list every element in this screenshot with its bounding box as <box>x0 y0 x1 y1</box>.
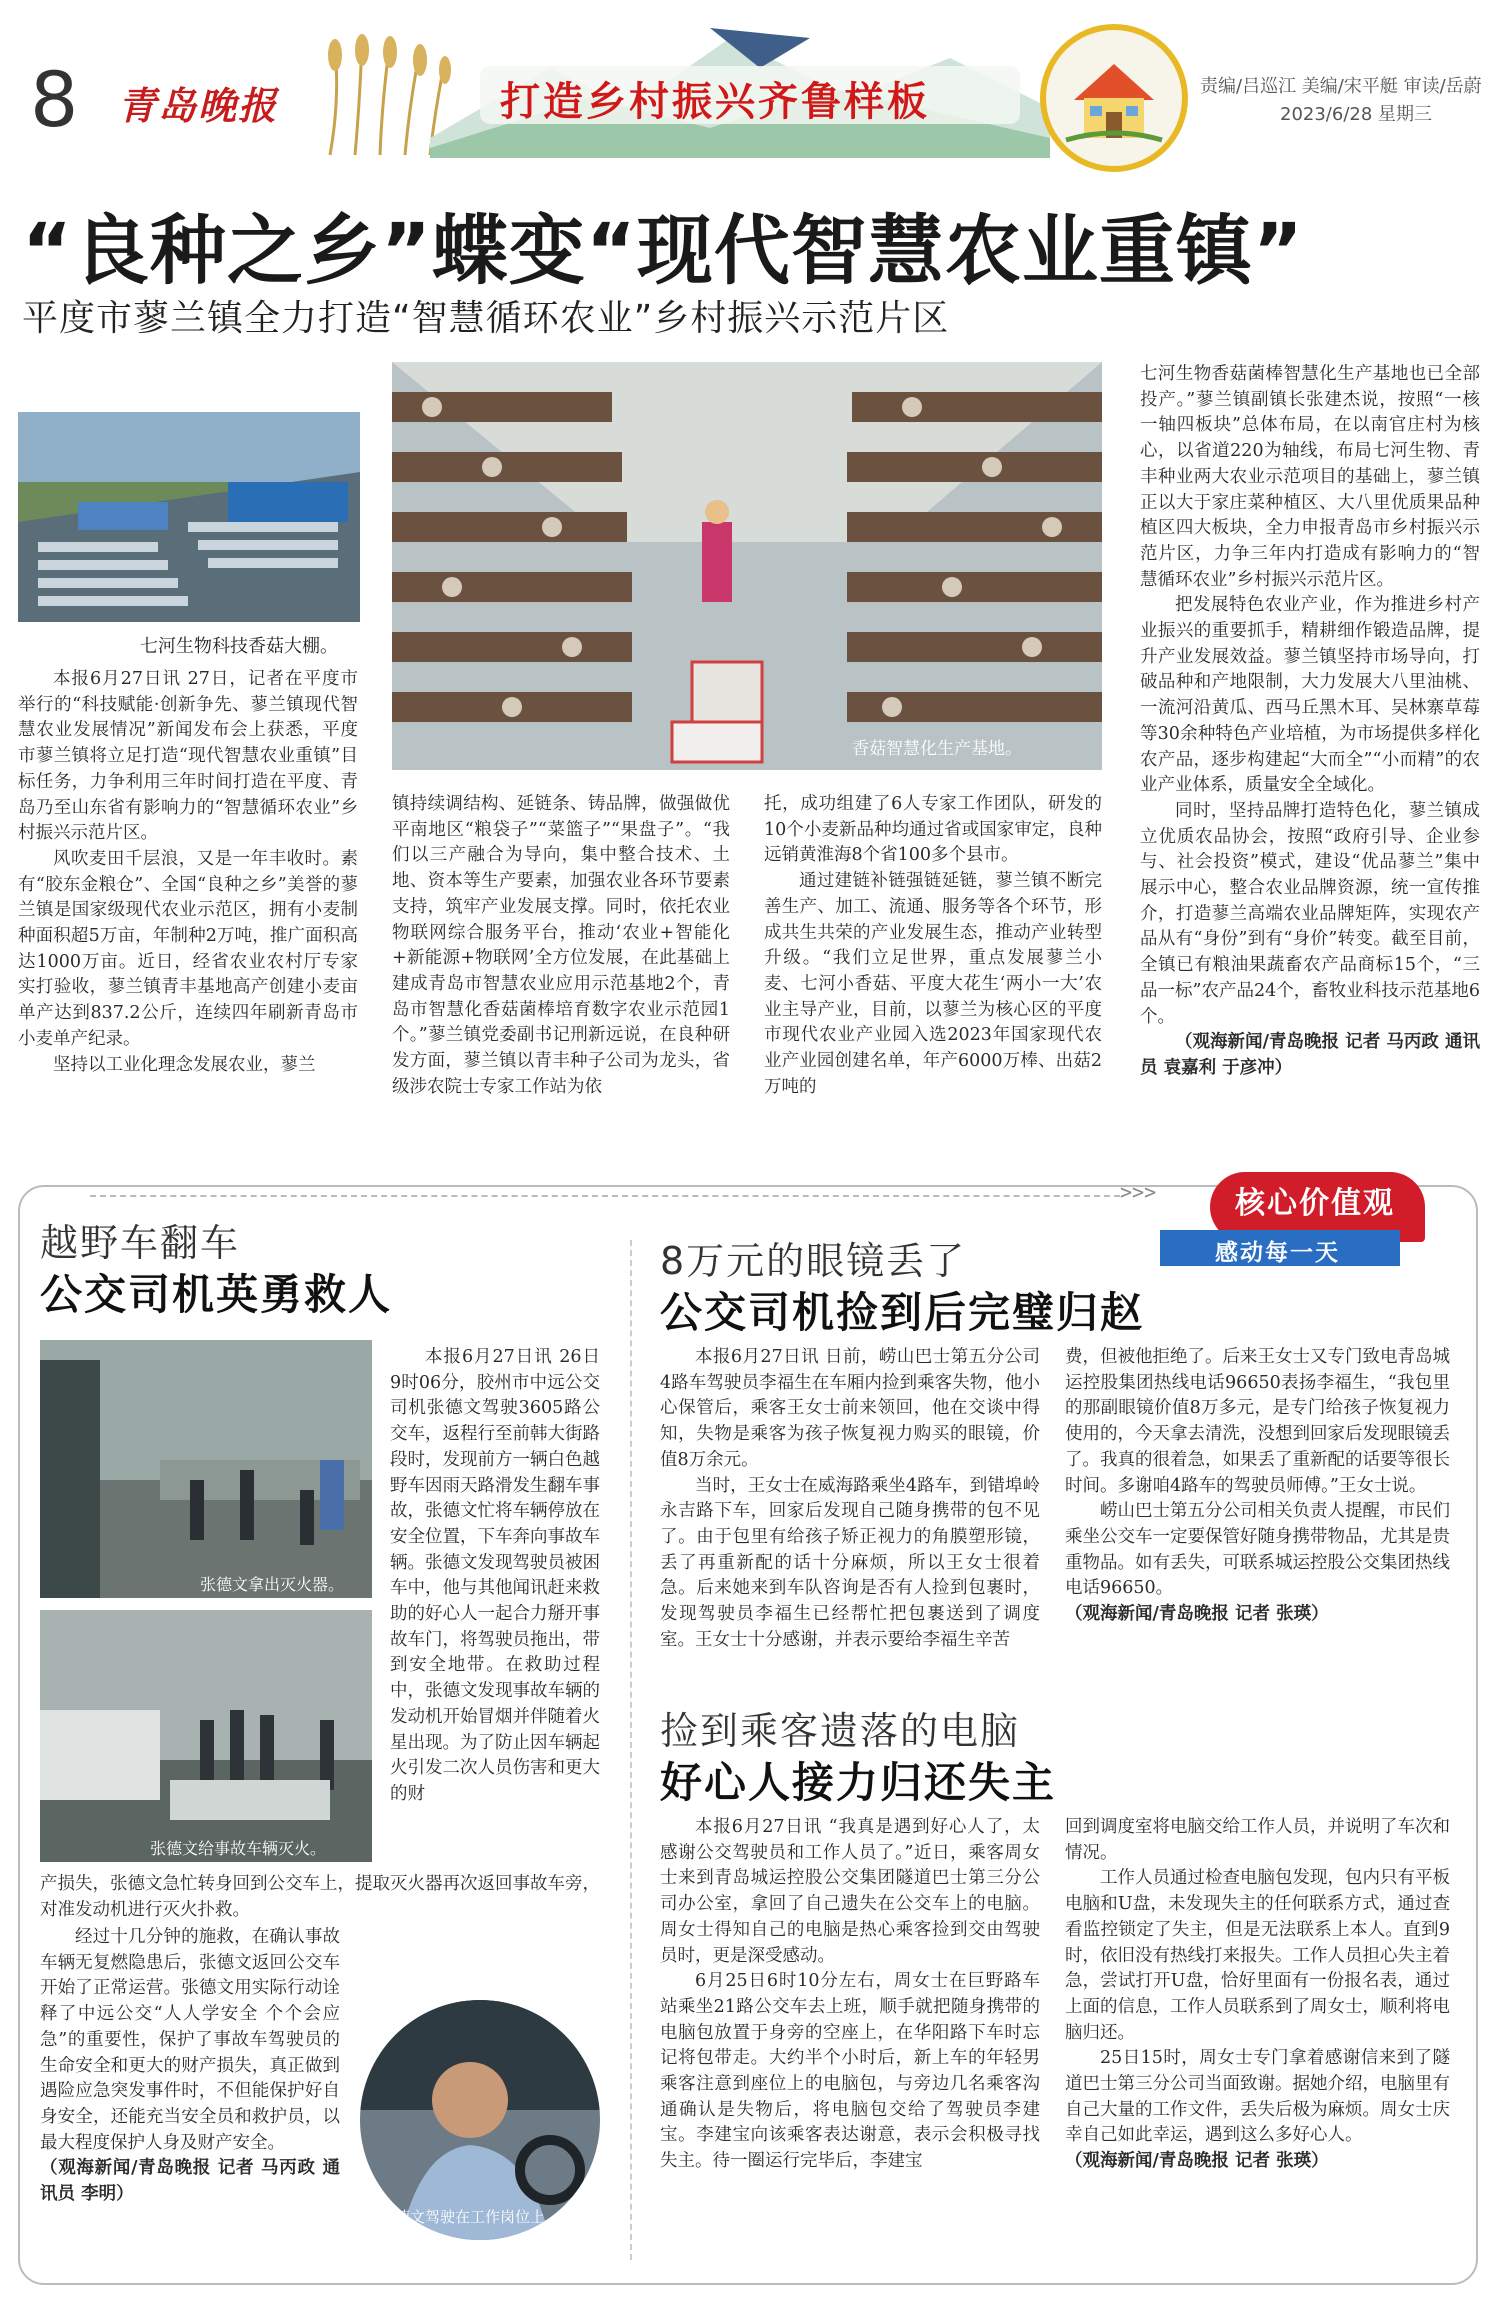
story1-wide-text <box>40 1872 600 1923</box>
story2-column-2 <box>1065 1345 1450 1628</box>
story3-column-1 <box>660 1815 1040 2175</box>
story3-kicker: 捡到乘客遗落的电脑 <box>660 1709 1021 1753</box>
story1-paragraph: 本报6月27日讯 26日9时06分，胶州市中远公交司机张德文驾驶3605路公交车，返程行至前韩大街路段时，发现前方一辆白色越野车因雨天路滑发生翻车事故，张德文忙将车辆停放在安全位置，下车奔向事故车辆。张德文发现驾驶员被困车中，他与其他闻讯赶来救助的好心人一起合力掰开事故车门，将驾驶员拖出，带到安全地带。在救助过程中，张德文发现事故车辆的发动机开始冒烟并伴随着火星出现。为了防止因车辆起火引发二次人员伤害和更大的财 <box>390 1347 600 1804</box>
story1-paragraph: 产损失，张德文急忙转身回到公交车上，提取灭火器再次返回事故车旁，对准发动机进行灭火扑救。 <box>40 1874 600 1920</box>
story2-title: 公交司机捡到后完璧归赵 <box>660 1288 1145 1337</box>
story2-paragraph: 本报6月27日讯 日前，崂山巴士第五分公司4路车驾驶员李福生在车厢内捡到乘客失物，他小心保管后，乘客王女士前来领回，他在交谈中得知，失物是乘客为孩子恢复视力购买的眼镜，价值8万余元。 <box>660 1347 1040 1470</box>
firefighting-photo <box>40 1610 372 1862</box>
lead-paragraph: 坚持以工业化理念发展农业，蓼兰 <box>53 1054 316 1075</box>
lead-column-3 <box>764 792 1102 1100</box>
divider-dashed <box>90 1195 1120 1197</box>
story3-column-2 <box>1065 1815 1450 2175</box>
lead-paragraph: 本报6月27日讯 27日，记者在平度市举行的“科技赋能·创新争先、蓼兰镇现代智慧农业发展情况”新闻发布会上获悉，平度市蓼兰镇将立足打造“现代智慧农业重镇”目标任务，力争利用三年时间打造在平度、青岛乃至山东省有影响力的“智慧循环农业”乡村振兴示范片区。 <box>18 669 358 844</box>
lead-paragraph: 风吹麦田千层浪，又是一年丰收时。素有“胶东金粮仓”、全国“良种之乡”美誉的蓼兰镇是国家级现代农业示范区，拥有小麦制种面积超5万亩，年制种2万吨，推广面积高达1000万亩。近日，经省农业农村厅专家实打验收，蓼兰镇青丰基地高产创建小麦亩单产达到837.2公斤，连续四年刷新青岛市小麦单产纪录。 <box>18 848 358 1049</box>
page-headline: “良种之乡”蝶变“现代智慧农业重镇” <box>22 206 1304 295</box>
photo2-caption: 香菇智慧化生产基地。 <box>852 739 1022 759</box>
story3-title: 好心人接力归还失主 <box>660 1758 1057 1807</box>
newspaper-logo: 青岛晚报 <box>118 83 279 128</box>
story3-paragraph: 25日15时，周女士专门拿着感谢信来到了隧道巴士第三分公司当面致谢。据她介绍，电脑里有自己大量的工作文件，丢失后极为麻烦。周女士庆幸自己如此幸运，遇到这么多好心人。 <box>1065 2048 1450 2146</box>
story2-byline: （观海新闻/青岛晚报 记者 张瑛） <box>1065 1604 1329 1625</box>
greenhouse-aerial-photo <box>18 412 360 622</box>
banner-title: 打造乡村振兴齐鲁样板 <box>500 79 930 125</box>
lead-paragraph: 七河生物香菇菌棒智慧化生产基地也已全部投产。”蓼兰镇副镇长张建杰说，按照“一核一轴四板块”总体布局，在以南官庄村为核心，以省道220为轴线，布局七河生物、青丰种业两大农业示范项目的基础上，蓼兰镇正以大于家庄菜种植区、大八里优质果品种植区四大板块，全力申报青岛市乡村振兴示范片区，力争三年内打造成有影响力的“智慧循环农业”乡村振兴示范片区。 <box>1140 364 1480 590</box>
story1-title: 公交司机英勇救人 <box>40 1270 393 1319</box>
issue-date: 2023/6/28 星期三 <box>1280 104 1433 125</box>
page-subheadline: 平度市蓼兰镇全力打造“智慧循环农业”乡村振兴示范片区 <box>22 298 950 339</box>
story3-paragraph: 本报6月27日讯 “我真是遇到好心人了，太感谢公交驾驶员和工作人员了。”近日，乘客周女士来到青岛城运控股公交集团隧道巴士第三分公司办公室，拿回了自己遗失在公交车上的电脑。周女士得知自己的电脑是热心乘客捡到交由驾驶员时，更是深受感动。 <box>660 1817 1040 1966</box>
driver-portrait <box>360 2000 600 2240</box>
arrows-icon: >>> <box>1120 1180 1157 1204</box>
core-values-subtitle: 感动每一天 <box>1215 1240 1340 1266</box>
story1-narrow-column <box>390 1345 600 1808</box>
lead-paragraph: 同时，坚持品牌打造特色化，蓼兰镇成立优质农品协会，按照“政府引导、企业参与、社会投资”模式，建设“优品蓼兰”集中展示中心，整合农业品牌资源，统一宣传推介，打造蓼兰高端农业品牌矩阵，实现农产品从有“身份”到有“身价”转变。截至目前，全镇已有粮油果蔬畜农产品商标15个，“三品一标”农产品24个，畜牧业科技示范基地6个。 <box>1140 800 1480 1027</box>
story1-photo3-caption: 张德文驾驶在工作岗位上。 <box>380 2208 561 2226</box>
story2-paragraph: 当时，王女士在威海路乘坐4路车，到错埠岭永吉路下车，回家后发现自己随身携带的包不见了。由于包里有给孩子矫正视力的角膜塑形镜，丢了再重新配的话十分麻烦，所以王女士很着急。后来她来到车队咨询是否有人捡到包裹时，发现驾驶员李福生已经帮忙把包裹送到了调度室。王女士十分感谢，并表示要给李福生辛苦 <box>660 1475 1040 1650</box>
story2-paragraph: 费，但被他拒绝了。后来王女士又专门致电青岛城运控股集团热线电话96650表扬李福生，“我包里的那副眼镜价值8万多元，是专门给孩子恢复视力使用的，今天拿去清洗，没想到回家后发现眼镜丢了。我真的很着急，如果丢了重新配的话要等很长时间。多谢咱4路车的驾驶员师傅。”王女士说。 <box>1065 1347 1450 1496</box>
story1-photo2-caption: 张德文给事故车辆灭火。 <box>150 1839 327 1858</box>
editor-credits: 责编/吕巡江 美编/宋平艇 审读/岳蔚 <box>1200 76 1482 97</box>
lead-byline: （观海新闻/青岛晚报 记者 马丙政 通讯员 袁嘉利 于彦冲） <box>1140 1032 1480 1078</box>
lead-column-1 <box>18 667 358 1078</box>
lead-paragraph: 托，成功组建了6人专家工作团队，研发的10个小麦新品种均通过省或国家审定，良种远销黄淮海8个省100多个县市。 <box>764 794 1102 866</box>
story1-kicker: 越野车翻车 <box>40 1221 241 1265</box>
story3-paragraph: 6月25日6时10分左右，周女士在巨野路车站乘坐21路公交车去上班，顺手就把随身携带的电脑包放置于身旁的空座上，在华阳路下车时忘记将包带走。大约半个小时后，新上车的年轻男乘客注意到座位上的电脑包，与旁边几名乘客沟通确认是失物后，将电脑包交给了驾驶员李建宝。李建宝向该乘客表达谢意，表示会积极寻找失主。待一圈运行完毕后，李建宝 <box>660 1971 1040 2172</box>
lead-column-4 <box>1140 362 1480 1082</box>
photo1-caption: 七河生物科技香菇大棚。 <box>140 636 338 657</box>
column-divider <box>630 1240 632 2260</box>
lead-column-2 <box>392 792 730 1100</box>
extinguisher-photo <box>40 1340 372 1598</box>
story1-bottom-column <box>40 1925 340 2208</box>
page-number: 8 <box>30 55 79 144</box>
house-icon <box>1046 30 1182 166</box>
core-values-title: 核心价值观 <box>1235 1186 1395 1221</box>
house-emblem <box>1040 24 1188 172</box>
lead-paragraph: 把发展特色农业产业，作为推进乡村产业振兴的重要抓手，精耕细作锻造品牌，提升产业发展效益。蓼兰镇坚持市场导向，打破品种和产地限制，大力发展大八里油桃、一流河沿黄瓜、西马丘黑木耳、吴林寨草莓等30余种特色产业培植，为市场提供多样化农产品，逐步构建起“大而全”“小而精”的农业产业体系，质量安全全域化。 <box>1140 595 1480 796</box>
mushroom-shelf-photo <box>392 362 1102 770</box>
lead-paragraph: 镇持续调结构、延链条、铸品牌，做强做优平南地区“粮袋子”“菜篮子”“果盘子”。“我们以三产融合为导向，集中整合技术、土地、资本等生产要素，加强农业各环节要素支持，筑牢产业发展支撑。同时，依托农业物联网综合服务平台，推动‘农业+智能化+新能源+物联网’全方位发展，在此基础上建成青岛市智慧农业应用示范基地2个，青岛市智慧化香菇菌棒培育数字农业示范园1个。”蓼兰镇党委副书记刑新远说，在良种研发方面，蓼兰镇以青丰种子公司为龙头，省级涉农院士专家工作站为依 <box>392 794 730 1097</box>
story1-photo1-caption: 张德文拿出灭火器。 <box>200 1575 345 1594</box>
lead-paragraph: 通过建链补链强链延链，蓼兰镇不断完善生产、加工、流通、服务等各个环节，形成共生共荣的产业发展生态，推动产业转型升级。“我们立足世界，重点发展蓼兰小麦、七河小香菇、平度大花生‘两小一大’农业主导产业，目前，以蓼兰为核心区的平度市现代农业产业园入选2023年国家现代农业产业园创建名单，年产6000万棒、出菇2万吨的 <box>764 871 1102 1097</box>
story3-paragraph: 工作人员通过检查电脑包发现，包内只有平板电脑和U盘，未发现失主的任何联系方式，通过查看监控锁定了失主，但是无法联系上本人。直到9时，依旧没有热线打来报失。工作人员担心失主着急，尝试打开U盘，恰好里面有一份报名表，通过上面的信息，工作人员联系到了周女士，顺利将电脑归还。 <box>1065 1868 1450 2043</box>
story2-column-1 <box>660 1345 1040 1653</box>
story1-byline: （观海新闻/青岛晚报 记者 马丙政 通讯员 李明） <box>40 2158 340 2205</box>
story1-paragraph: 经过十几分钟的施救，在确认事故车辆无复燃隐患后，张德文返回公交车开始了正常运营。张德文用实际行动诠释了中远公交“人人学安全 个个会应急”的重要性，保护了事故车驾驶员的生命安全和更大的财产损失，真正做到遇险应急突发事件时，不但能保护好自身安全，还能充当安全员和救护员，以最大程度保护人身及财产安全。 <box>40 1927 340 2153</box>
story3-byline: （观海新闻/青岛晚报 记者 张瑛） <box>1065 2151 1329 2172</box>
story2-paragraph: 崂山巴士第五分公司相关负责人提醒，市民们乘坐公交车一定要保管好随身携带物品，尤其是贵重物品。如有丢失，可联系城运控股公交集团热线电话96650。 <box>1065 1501 1450 1599</box>
story3-paragraph: 回到调度室将电脑交给工作人员，并说明了车次和情况。 <box>1065 1817 1450 1863</box>
story2-kicker: 8万元的眼镜丢了 <box>660 1239 967 1283</box>
